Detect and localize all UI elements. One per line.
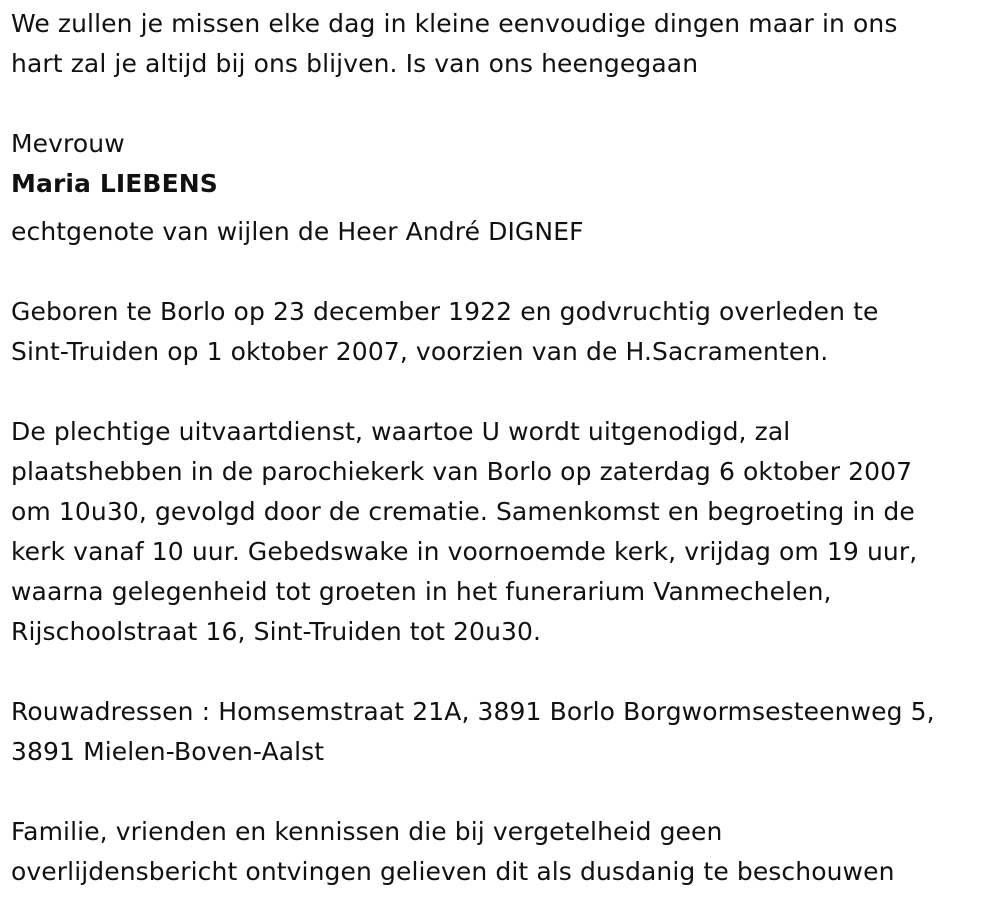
funeral-line-3: om 10u30, gevolgd door de crematie. Samenkomst en begroeting in de xyxy=(11,497,915,526)
death-notice xyxy=(11,0,986,892)
line-spacer xyxy=(11,204,986,212)
closing-line-1: Familie, vrienden en kennissen die bij vergetelheid geen xyxy=(11,817,723,846)
paragraph-spacer xyxy=(11,372,986,412)
closing-paragraph xyxy=(11,812,986,892)
funeral-line-4: kerk vanaf 10 uur. Gebedswake in voornoemde kerk, vrijdag om 19 uur, xyxy=(11,537,918,566)
intro-line-2: hart zal je altijd bij ons blijven. Is van ons heengegaan xyxy=(11,49,699,78)
funeral-line-2: plaatshebben in de parochiekerk van Borlo op zaterdag 6 oktober 2007 xyxy=(11,457,913,486)
deceased-name: Maria LIEBENS xyxy=(11,169,218,198)
addresses-line-2: 3891 Mielen-Boven-Aalst xyxy=(11,737,325,766)
birth-death-paragraph xyxy=(11,292,986,372)
intro-paragraph xyxy=(11,4,986,84)
funeral-line-1: De plechtige uitvaartdienst, waartoe U wordt uitgenodigd, zal xyxy=(11,417,791,446)
funeral-paragraph xyxy=(11,412,986,652)
birth-death-line-2: Sint-Truiden op 1 oktober 2007, voorzien van de H.Sacramenten. xyxy=(11,337,829,366)
paragraph-spacer xyxy=(11,652,986,692)
deceased-block xyxy=(11,124,986,252)
intro-line-1: We zullen je missen elke dag in kleine eenvoudige dingen maar in ons xyxy=(11,9,898,38)
spouse-relation: echtgenote van wijlen de Heer André DIGNEF xyxy=(11,217,584,246)
paragraph-spacer xyxy=(11,252,986,292)
closing-line-2: overlijdensbericht ontvingen gelieven dit als dusdanig te beschouwen xyxy=(11,857,895,886)
birth-death-line-1: Geboren te Borlo op 23 december 1922 en godvruchtig overleden te xyxy=(11,297,879,326)
paragraph-spacer xyxy=(11,772,986,812)
paragraph-spacer xyxy=(11,84,986,124)
funeral-line-6: Rijschoolstraat 16, Sint-Truiden tot 20u30. xyxy=(11,617,542,646)
salutation: Mevrouw xyxy=(11,129,125,158)
addresses-line-1: Rouwadressen : Homsemstraat 21A, 3891 Borlo Borgwormsesteenweg 5, xyxy=(11,697,935,726)
funeral-line-5: waarna gelegenheid tot groeten in het funerarium Vanmechelen, xyxy=(11,577,832,606)
addresses-paragraph xyxy=(11,692,986,772)
